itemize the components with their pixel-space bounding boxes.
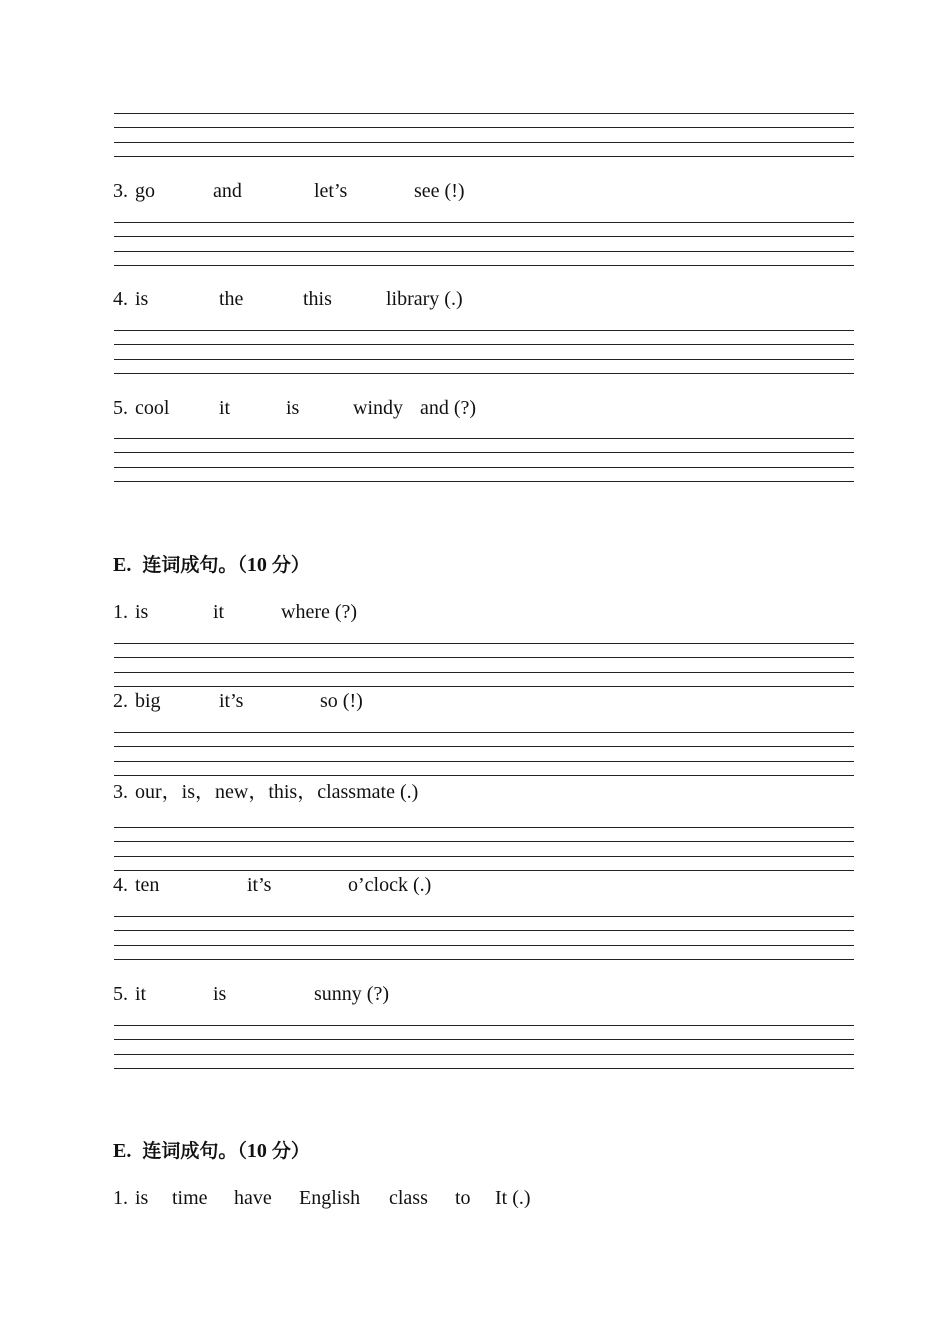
answer-lines[interactable] [114,330,854,374]
answer-lines[interactable] [114,113,854,157]
section-heading: E. 连词成句。（10 分） [113,554,310,576]
answer-lines[interactable] [114,643,854,687]
answer-lines[interactable] [114,1025,854,1069]
answer-lines[interactable] [114,916,854,960]
answer-lines[interactable] [114,732,854,776]
worksheet-page: 3. go and let’s see (!) 4. is the this library (.) 5. cool it is windy and (?) E. 连词成句。（10 分） 1. is it where (?) 2. big it’s so (!) 3. our，is，new，this，classmate (.) 4. ten it’s o’clock (.) 5. it is sunny (?) E. 连词成句。（10 分） 1. is time have English class to It (.) [0,0,950,1344]
answer-lines[interactable] [114,438,854,482]
answer-lines[interactable] [114,827,854,871]
answer-lines[interactable] [114,222,854,266]
section-heading: E. 连词成句。（10 分） [113,1140,310,1162]
